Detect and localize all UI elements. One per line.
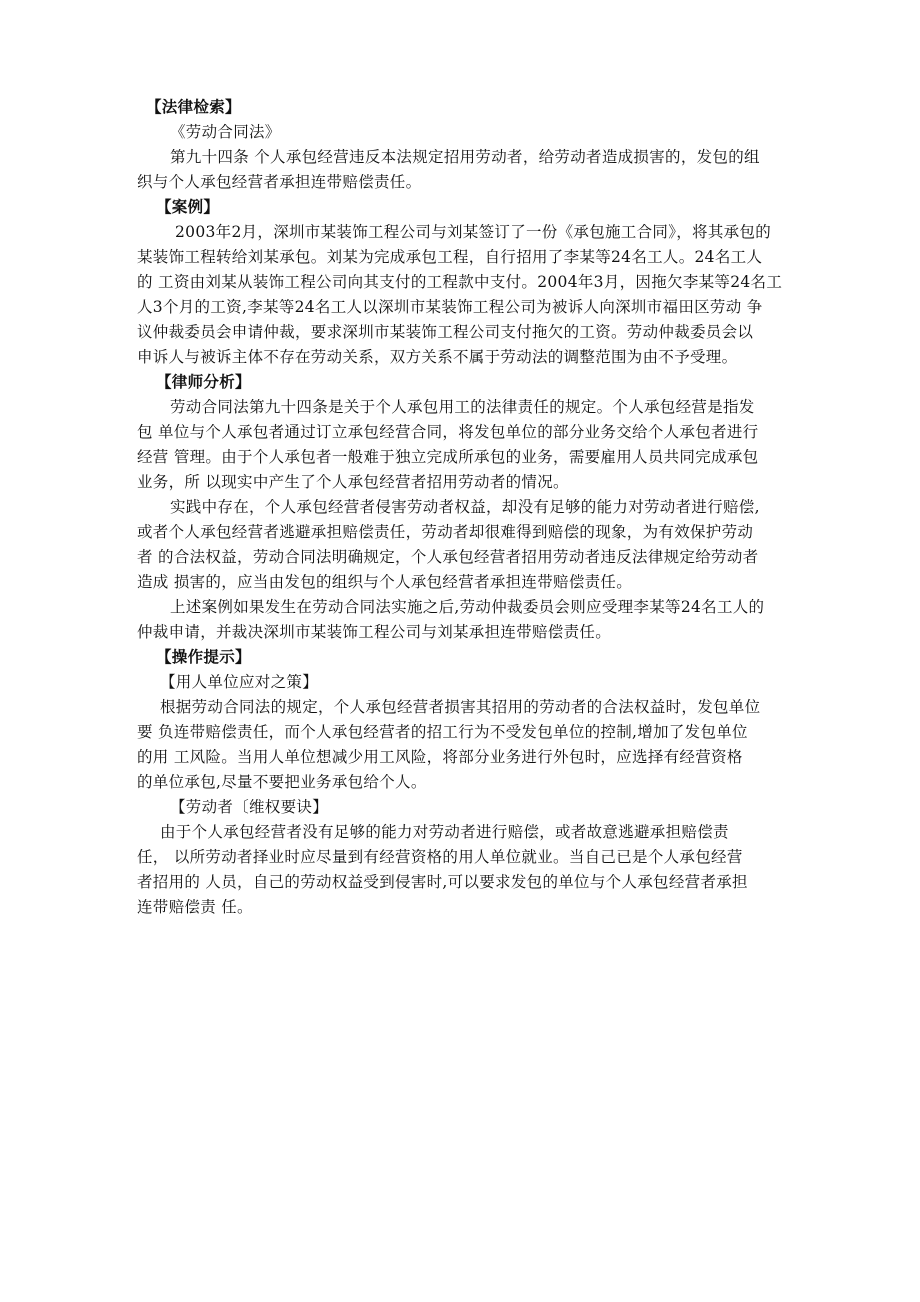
heading-case: 【案例】 [156, 198, 220, 216]
analysis-line: 上述案例如果发生在劳动合同法实施之后,劳动仲裁委员会则应受理李某等24名工人的 [170, 598, 765, 616]
analysis-line: 或者个人承包经营者逃避承担赔偿责任，劳动者却很难得到赔偿的现象，为有效保护劳动 [137, 523, 754, 541]
employer-line: 的单位承包,尽量不要把业务承包给个人。 [137, 773, 427, 791]
case-line: 申诉人与被诉主体不存在劳动关系，双方关系不属于劳动法的调整范围为由不予受理。 [137, 348, 738, 366]
worker-line: 者招用的 人员，自己的劳动权益受到侵害时,可以要求发包的单位与个人承包经营者承担 [137, 873, 748, 891]
case-line: 2003年2月，深圳市某装饰工程公司与刘某签订了一份《承包施工合同》，将其承包的 [175, 223, 772, 241]
employer-line: 要 负连带赔偿责任，而个人承包经营者的招工行为不受发包单位的控制,增加了发包单位 [137, 723, 748, 741]
analysis-line: 者 的合法权益，劳动合同法明确规定，个人承包经营者招用劳动者违反法律规定给劳动者 [137, 548, 759, 566]
analysis-line: 经营 管理。由于个人承包者一般难于独立完成所承包的业务，需要雇用人员共同完成承包 [137, 448, 759, 466]
analysis-line: 劳动合同法第九十四条是关于个人承包用工的法律责任的规定。个人承包经营是指发 [170, 398, 755, 416]
employer-line: 根据劳动合同法的规定，个人承包经营者损害其招用的劳动者的合法权益时，发包单位 [160, 698, 761, 716]
analysis-line: 仲裁申请，并裁决深圳市某装饰工程公司与刘某承担连带赔偿责任。 [137, 623, 612, 641]
employer-line: 的用 工风险。当用人单位想减少用工风险，将部分业务进行外包时，应选择有经营资格 [137, 748, 743, 766]
worker-line: 由于个人承包经营者没有足够的能力对劳动者进行赔偿，或者故意逃避承担赔偿责 [160, 823, 729, 841]
law-title: 《劳动合同法》 [170, 123, 281, 141]
analysis-line: 实践中存在，个人承包经营者侵害劳动者权益，却没有足够的能力对劳动者进行赔偿, [170, 498, 760, 516]
subhead-worker: 【劳动者〔维权要诀】 [170, 798, 329, 816]
worker-line: 任， 以所劳动者择业时应尽量到有经营资格的用人单位就业。当自己已是个人承包经营 [137, 848, 743, 866]
heading-legal-search: 【法律检索】 [146, 98, 241, 116]
case-line: 人3个月的工资,李某等24名工人以深圳市某装饰工程公司为被诉人向深圳市福田区劳动 争 [137, 298, 763, 316]
worker-line: 连带赔偿责 任。 [137, 898, 253, 916]
subhead-employer: 【用人单位应对之策】 [160, 673, 319, 691]
article-line: 第九十四条 个人承包经营违反本法规定招用劳动者，给劳动者造成损害的，发包的组 [170, 148, 760, 166]
analysis-line: 造成 损害的，应当由发包的组织与个人承包经营者承担连带赔偿责任。 [137, 573, 633, 591]
heading-operation-tips: 【操作提示】 [156, 648, 251, 666]
case-line: 某装饰工程转给刘某承包。刘某为完成承包工程，自行招用了李某等24名工人。24名工人 [137, 248, 763, 266]
heading-lawyer-analysis: 【律师分析】 [156, 373, 251, 391]
analysis-line: 包 单位与个人承包者通过订立承包经营合同，将发包单位的部分业务交给个人承包者进行 [137, 423, 759, 441]
case-line: 的 工资由刘某从装饰工程公司向其支付的工程款中支付。2004年3月，因拖欠李某等24名工 [137, 273, 783, 291]
case-line: 议仲裁委员会申请仲裁，要求深圳市某装饰工程公司支付拖欠的工资。劳动仲裁委员会以 [137, 323, 754, 341]
analysis-line: 业务，所 以现实中产生了个人承包经营者招用劳动者的情况。 [137, 473, 569, 491]
article-line: 织与个人承包经营者承担连带赔偿责任。 [137, 173, 422, 191]
